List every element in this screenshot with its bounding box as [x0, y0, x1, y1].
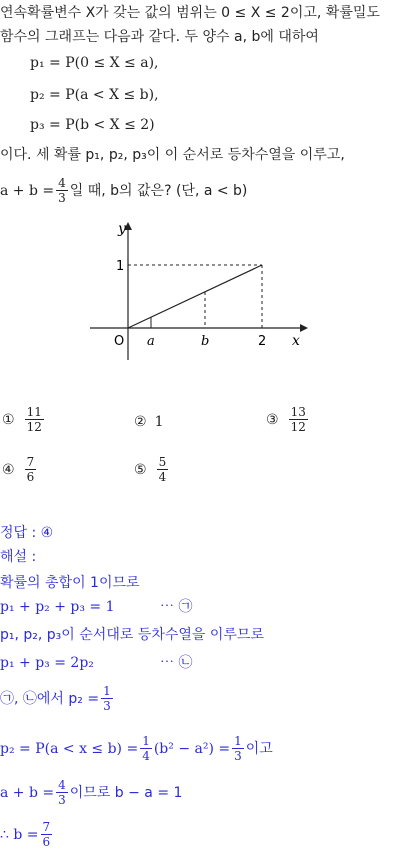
- choice-3-num: 13: [290, 405, 306, 419]
- question-frac-num: 4: [58, 176, 66, 190]
- solution-step-6-fraction-1: [140, 734, 152, 763]
- p3-definition: p₃ = P(b < X ≤ 2): [30, 117, 155, 133]
- solution-step-5-num: 1: [103, 684, 111, 698]
- choice-5[interactable]: [134, 455, 170, 484]
- y-axis-label: y: [118, 221, 126, 237]
- choice-5-mark: ⑤: [134, 461, 147, 478]
- choice-5-num: 5: [158, 455, 167, 469]
- problem-condition: 이다. 세 확률 p₁, p₂, p₃이 이 순서로 등차수열을 이루고,: [0, 147, 345, 163]
- solution-step-4-mark: ⋯ ㉡: [160, 655, 193, 671]
- x-axis-label: x: [292, 333, 300, 349]
- solution-step-7-num: 4: [58, 778, 66, 792]
- y-tick-1: 1: [116, 259, 125, 274]
- choice-5-fraction: [157, 455, 169, 484]
- question-fraction: [56, 176, 68, 205]
- choice-1-fraction: [25, 405, 44, 434]
- solution-step-1: 확률의 총합이 1이므로: [0, 575, 140, 591]
- choice-2-mark: ②: [134, 414, 147, 430]
- choice-5-den: 4: [158, 470, 167, 484]
- choice-3[interactable]: [266, 405, 310, 434]
- solution-step-6-den-1: 4: [142, 749, 150, 763]
- solution-step-6-fraction-2: [232, 734, 244, 763]
- solution-step-6-post: 이고: [245, 740, 273, 757]
- solution-step-5-den: 3: [103, 699, 111, 713]
- solution-step-4-eq: p₁ + p₃ = 2p₂: [0, 655, 94, 671]
- density-line: [128, 265, 262, 328]
- solution-step-6-den-2: 3: [234, 749, 242, 763]
- x-tick-b: b: [201, 334, 210, 349]
- choice-2-value: 1: [154, 414, 164, 430]
- solution-step-2-mark: ⋯ ㉠: [160, 599, 193, 615]
- p2-definition: p₂ = P(a < X ≤ b),: [30, 87, 159, 103]
- solution-step-7: [0, 778, 182, 807]
- solution-step-2-eq: p₁ + p₂ + p₃ = 1: [0, 599, 115, 615]
- solution-step-6-num-2: 1: [234, 734, 242, 748]
- solution-step-8: [0, 820, 54, 849]
- density-graph: [90, 215, 310, 365]
- p1-definition: p₁ = P(0 ≤ X ≤ a),: [30, 55, 159, 71]
- solution-step-7-fraction: [56, 778, 68, 807]
- solution-step-4: [0, 654, 193, 672]
- solution-step-5: [0, 684, 115, 713]
- choice-4-den: 6: [26, 470, 35, 484]
- choice-2[interactable]: [134, 413, 163, 431]
- x-tick-a: a: [147, 334, 155, 349]
- x-axis-arrow: [300, 324, 308, 332]
- question-frac-den: 3: [58, 191, 66, 205]
- solution-heading: 해설 :: [0, 549, 37, 565]
- solution-step-5-fraction: [101, 684, 113, 713]
- solution-step-3: p₁, p₂, p₃이 순서대로 등차수열을 이루므로: [0, 627, 264, 643]
- problem-intro-1: 연속확률변수 X가 갖는 값의 범위는 0 ≤ X ≤ 2이고, 확률밀도: [0, 5, 380, 21]
- choice-1[interactable]: [2, 405, 46, 434]
- question-lhs: a + b =: [0, 182, 55, 199]
- solution-step-7-den: 3: [58, 793, 66, 807]
- solution-step-8-pre: ∴ b =: [0, 826, 39, 843]
- choice-3-den: 12: [290, 420, 306, 434]
- choice-3-mark: ③: [266, 411, 279, 428]
- problem-intro-2: 함수의 그래프는 다음과 같다. 두 양수 a, b에 대하여: [0, 29, 319, 45]
- problem-line-2: [0, 28, 319, 46]
- solution-step-7-post: 이므로 b − a = 1: [69, 784, 183, 801]
- problem-question: [0, 176, 247, 205]
- choice-4-num: 7: [26, 455, 35, 469]
- x-tick-2: 2: [258, 334, 267, 349]
- problem-line-1: [0, 4, 380, 22]
- choice-3-fraction: [289, 405, 308, 434]
- choice-1-mark: ①: [2, 411, 15, 428]
- question-rhs: 일 때, b의 값은? (단, a < b): [69, 182, 248, 199]
- solution-step-2: [0, 598, 193, 616]
- solution-step-6-pre: p₂ = P(a < x ≤ b) =: [0, 740, 139, 757]
- choice-1-num: 11: [26, 405, 42, 419]
- choice-1-den: 12: [26, 420, 42, 434]
- solution-step-7-pre: a + b =: [0, 784, 55, 801]
- solution-step-6-mid: (b² − a²) =: [153, 740, 231, 757]
- solution-step-6: [0, 734, 273, 763]
- solution-step-8-fraction: [41, 820, 53, 849]
- origin-label: O: [114, 334, 125, 349]
- solution-step-8-num: 7: [42, 820, 51, 834]
- solution-step-8-den: 6: [42, 835, 51, 849]
- choice-4-mark: ④: [2, 461, 15, 478]
- solution-step-6-num-1: 1: [142, 734, 150, 748]
- choice-4[interactable]: [2, 455, 38, 484]
- solution-step-5-pre: ㉠, ㉡에서 p₂ =: [0, 690, 100, 707]
- choice-4-fraction: [25, 455, 37, 484]
- solution-answer: 정답 : ④: [0, 525, 54, 541]
